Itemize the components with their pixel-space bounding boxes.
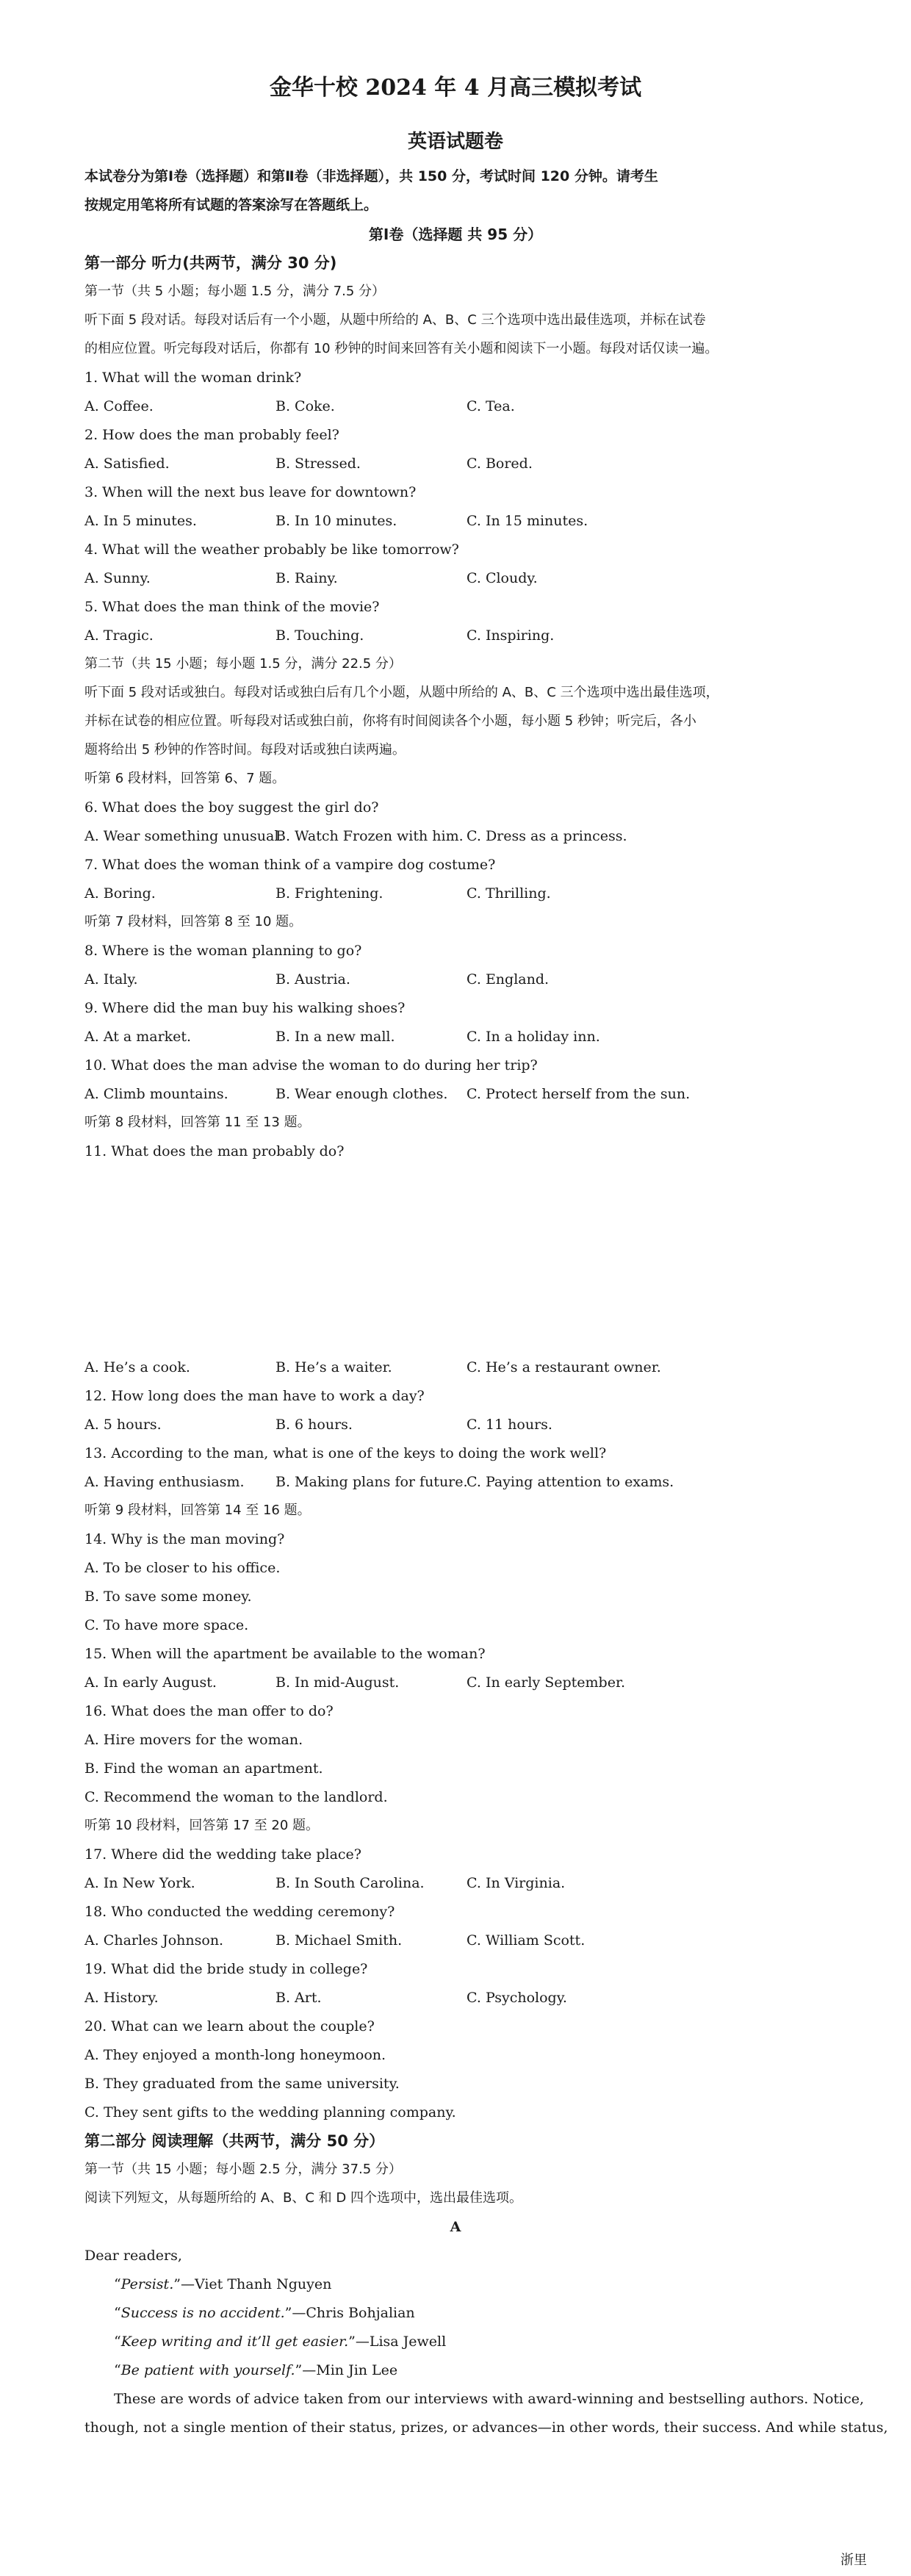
- option-a: A. Having enthusiasm.: [84, 1474, 245, 1490]
- part1-section1-directions-1: 听下面 5 段对话。每段对话后有一个小题，从题中所给的 A、B、C 三个选项中选出最佳选项，并标在试卷: [84, 312, 706, 328]
- option-b: B. Stressed.: [276, 456, 361, 472]
- option-a: A. Boring.: [84, 885, 156, 902]
- quote-author: —Lisa Jewell: [355, 2334, 447, 2350]
- question-13-options: [84, 1472, 827, 1492]
- option-c: C. Cloudy.: [467, 570, 538, 586]
- quote-author: —Min Jin Lee: [302, 2362, 398, 2378]
- option-b: B. Touching.: [276, 627, 364, 644]
- question-16-option-b: B. Find the woman an apartment.: [84, 1760, 323, 1777]
- option-c: C. Inspiring.: [467, 627, 555, 644]
- question-9-options: [84, 1027, 827, 1046]
- instructions-line-1: 本试卷分为第Ⅰ卷（选择题）和第Ⅱ卷（非选择题），共 150 分，考试时间 120 分钟。请考生: [84, 168, 658, 184]
- listening-material-10: 听第 10 段材料，回答第 17 至 20 题。: [84, 1818, 320, 1833]
- option-a: A. In early August.: [84, 1674, 217, 1691]
- part2-heading: 第二部分 阅读理解（共两节，满分 50 分）: [84, 2132, 385, 2150]
- question-4-options: [84, 569, 827, 588]
- question-10-options: [84, 1084, 827, 1104]
- quote-author: —Viet Thanh Nguyen: [180, 2276, 332, 2292]
- question-10: 10. What does the man advise the woman to do during her trip?: [84, 1057, 538, 1073]
- option-b: B. Michael Smith.: [276, 1932, 403, 1949]
- quote-text: Success is no accident.: [120, 2305, 285, 2321]
- option-a: A. Coffee.: [84, 398, 154, 414]
- question-14-option-c: C. To have more space.: [84, 1617, 249, 1633]
- question-3: 3. When will the next bus leave for downtown?: [84, 484, 417, 500]
- quote-4: “Be patient with yourself.”—Min Jin Lee: [114, 2362, 398, 2378]
- option-b: B. In a new mall.: [276, 1029, 395, 1045]
- question-14-option-a: A. To be closer to his office.: [84, 1560, 281, 1576]
- option-b: B. 6 hours.: [276, 1417, 353, 1433]
- quote-2: “Success is no accident.”—Chris Bohjalian: [114, 2305, 415, 2321]
- question-15: 15. When will the apartment be available to the woman?: [84, 1646, 486, 1662]
- option-a: A. History.: [84, 1990, 159, 2006]
- question-9: 9. Where did the man buy his walking shoes?: [84, 1000, 406, 1016]
- question-19: 19. What did the bride study in college?: [84, 1961, 368, 1977]
- option-b: B. Wear enough clothes.: [276, 1086, 448, 1102]
- option-c: C. Dress as a princess.: [467, 828, 627, 844]
- option-a: A. Wear something unusual.: [84, 828, 284, 844]
- part2-section1-directions: 阅读下列短文，从每题所给的 A、B、C 和 D 四个选项中，选出最佳选项。: [84, 2190, 522, 2206]
- quote-text: Persist.: [120, 2276, 174, 2292]
- quote-1: “Persist.”—Viet Thanh Nguyen: [114, 2276, 332, 2292]
- option-c: C. Protect herself from the sun.: [467, 1086, 691, 1102]
- option-a: A. Tragic.: [84, 627, 154, 644]
- question-13: 13. According to the man, what is one of the keys to doing the work well?: [84, 1445, 607, 1461]
- question-20: 20. What can we learn about the couple?: [84, 2018, 375, 2034]
- option-c: C. Thrilling.: [467, 885, 551, 902]
- quote-3: “Keep writing and it’ll get easier.”—Lisa Jewell: [114, 2334, 447, 2350]
- option-b: B. In mid-August.: [276, 1674, 400, 1691]
- option-b: B. Art.: [276, 1990, 322, 2006]
- quote-text: Be patient with yourself.: [120, 2362, 295, 2378]
- quote-author: —Chris Bohjalian: [292, 2305, 415, 2321]
- question-8-options: [84, 970, 827, 989]
- exam-title: 金华十校 2024 年 4 月高三模拟考试: [269, 75, 642, 101]
- option-c: C. England.: [467, 971, 550, 987]
- option-a: A. In New York.: [84, 1875, 195, 1891]
- question-12: 12. How long does the man have to work a day?: [84, 1388, 425, 1404]
- option-c: C. William Scott.: [467, 1932, 586, 1949]
- option-c: C. Psychology.: [467, 1990, 567, 2006]
- question-7: 7. What does the woman think of a vampire dog costume?: [84, 857, 496, 873]
- page-footer: 浙里: [840, 2552, 867, 2568]
- volume-1-heading: 第Ⅰ卷（选择题 共 95 分）: [368, 226, 543, 243]
- question-16-option-c: C. Recommend the woman to the landlord.: [84, 1789, 388, 1805]
- question-15-options: [84, 1673, 827, 1692]
- question-6: 6. What does the boy suggest the girl do?: [84, 799, 379, 816]
- option-b: B. Watch Frozen with him.: [276, 828, 464, 844]
- question-12-options: [84, 1415, 827, 1434]
- option-c: C. Tea.: [467, 398, 515, 414]
- option-b: B. In 10 minutes.: [276, 513, 397, 529]
- option-b: B. He’s a waiter.: [276, 1359, 392, 1375]
- quote-text: Keep writing and it’ll get easier.: [120, 2334, 349, 2350]
- option-a: A. In 5 minutes.: [84, 513, 197, 529]
- option-c: C. 11 hours.: [467, 1417, 552, 1433]
- question-17-options: [84, 1874, 827, 1893]
- question-3-options: [84, 511, 827, 530]
- option-a: A. Italy.: [84, 971, 138, 987]
- question-14-option-b: B. To save some money.: [84, 1589, 252, 1605]
- option-c: C. He’s a restaurant owner.: [467, 1359, 661, 1375]
- question-7-options: [84, 884, 827, 903]
- option-a: A. 5 hours.: [84, 1417, 162, 1433]
- part1-section2-directions-3: 题将给出 5 秒钟的作答时间。每段对话或独白读两遍。: [84, 742, 406, 758]
- option-b: B. Frightening.: [276, 885, 384, 902]
- part1-section2-directions-1: 听下面 5 段对话或独白。每段对话或独白后有几个小题，从题中所给的 A、B、C 三个选项中选出最佳选项，: [84, 685, 719, 700]
- question-11-options: [84, 1358, 827, 1377]
- question-16: 16. What does the man offer to do?: [84, 1703, 334, 1719]
- option-a: A. Sunny.: [84, 570, 151, 586]
- option-c: C. Bored.: [467, 456, 533, 472]
- option-a: A. Climb mountains.: [84, 1086, 228, 1102]
- question-18-options: [84, 1931, 827, 1950]
- option-b: B. Making plans for future.: [276, 1474, 468, 1490]
- option-b: B. Coke.: [276, 398, 335, 414]
- listening-material-6: 听第 6 段材料，回答第 6、7 题。: [84, 771, 286, 786]
- paragraph-1-line-2: though, not a single mention of their status, prizes, or advances—in other words, their success. And while status,: [84, 2420, 888, 2436]
- question-5: 5. What does the man think of the movie?: [84, 599, 380, 615]
- paragraph-1-line-1: These are words of advice taken from our interviews with award-winning and bestselling authors. Notice,: [114, 2391, 865, 2407]
- question-14: 14. Why is the man moving?: [84, 1531, 285, 1547]
- question-17: 17. Where did the wedding take place?: [84, 1846, 361, 1863]
- option-c: C. In 15 minutes.: [467, 513, 588, 529]
- option-b: B. In South Carolina.: [276, 1875, 425, 1891]
- question-20-option-a: A. They enjoyed a month-long honeymoon.: [84, 2047, 386, 2063]
- part1-section1-note: 第一节（共 5 小题；每小题 1.5 分，满分 7.5 分）: [84, 284, 386, 299]
- passage-label: A: [450, 2219, 461, 2235]
- question-6-options: [84, 827, 827, 846]
- listening-material-9: 听第 9 段材料，回答第 14 至 16 题。: [84, 1503, 311, 1518]
- question-20-option-c: C. They sent gifts to the wedding planning company.: [84, 2104, 456, 2120]
- question-19-options: [84, 1988, 827, 2007]
- option-b: B. Rainy.: [276, 570, 338, 586]
- question-8: 8. Where is the woman planning to go?: [84, 943, 362, 959]
- part2-section1-note: 第一节（共 15 小题；每小题 2.5 分，满分 37.5 分）: [84, 2162, 402, 2177]
- listening-material-8: 听第 8 段材料，回答第 11 至 13 题。: [84, 1115, 311, 1130]
- question-16-option-a: A. Hire movers for the woman.: [84, 1732, 303, 1748]
- option-a: A. At a market.: [84, 1029, 192, 1045]
- option-c: C. In early September.: [467, 1674, 625, 1691]
- part1-section2-note: 第二节（共 15 小题；每小题 1.5 分，满分 22.5 分）: [84, 656, 402, 672]
- question-1: 1. What will the woman drink?: [84, 370, 302, 386]
- exam-subtitle: 英语试题卷: [407, 131, 503, 153]
- letter-salutation: Dear readers,: [84, 2248, 182, 2264]
- part1-section2-directions-2: 并标在试卷的相应位置。听每段对话或独白前，你将有时间阅读各个小题，每小题 5 秒钟；听完后，各小: [84, 713, 696, 729]
- question-11: 11. What does the man probably do?: [84, 1143, 345, 1159]
- part1-heading: 第一部分 听力(共两节，满分 30 分): [84, 254, 337, 272]
- question-2: 2. How does the man probably feel?: [84, 427, 339, 443]
- question-1-options: [84, 397, 827, 416]
- option-a: A. Charles Johnson.: [84, 1932, 224, 1949]
- option-a: A. He’s a cook.: [84, 1359, 190, 1375]
- option-a: A. Satisfied.: [84, 456, 170, 472]
- option-c: C. In a holiday inn.: [467, 1029, 600, 1045]
- question-20-option-b: B. They graduated from the same university.: [84, 2076, 400, 2092]
- option-b: B. Austria.: [276, 971, 350, 987]
- option-c: C. Paying attention to exams.: [467, 1474, 674, 1490]
- question-18: 18. Who conducted the wedding ceremony?: [84, 1904, 395, 1920]
- question-5-options: [84, 626, 827, 645]
- question-2-options: [84, 454, 827, 473]
- part1-section1-directions-2: 的相应位置。听完每段对话后，你都有 10 秒钟的时间来回答有关小题和阅读下一小题。每段对话仅读一遍。: [84, 341, 719, 356]
- option-c: C. In Virginia.: [467, 1875, 566, 1891]
- listening-material-7: 听第 7 段材料，回答第 8 至 10 题。: [84, 914, 303, 929]
- instructions-line-2: 按规定用笔将所有试题的答案涂写在答题纸上。: [84, 197, 378, 213]
- question-4: 4. What will the weather probably be like tomorrow?: [84, 542, 459, 558]
